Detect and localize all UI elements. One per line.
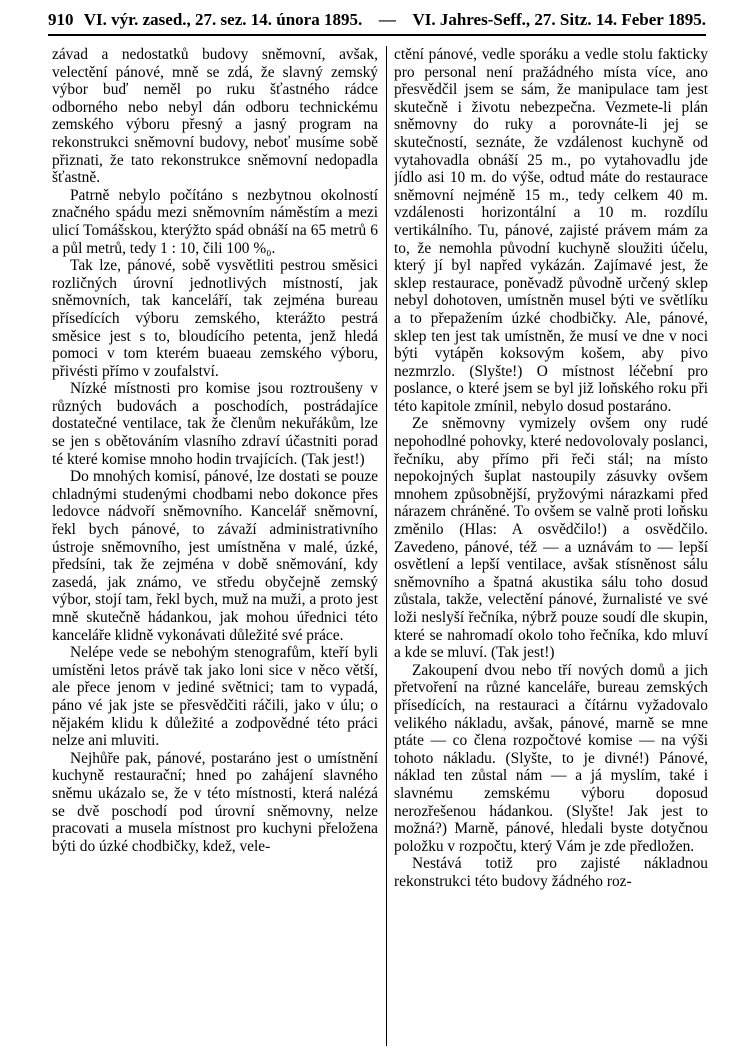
paragraph: Ze sněmovny vymizely ovšem ony rudé nepohodlné pohovky, které nedovolovaly poslanci, řečníku, aby přímo při řeči stál; na místo nepokojných šuplat nastoupily zásuvky ovšem mnohem způsobnější, pryžovými nárazkami před nárazem chráněné. To ovšem se valně proti loňsku změnilo (Hlas: A osvědčilo!) a osvědčilo. Zavedeno, pánové, též — a uznávám to — lepší osvětlení a lepší ventilace, avšak stísněnost sálu sněmovního a špatná akustika sálu toho dosud zůstala, takže, velectění pánové, žurnalisté ve své loži neslyší řečníka, nýbrž pouze soudí dle skupin, které se nahromadí okolo toho řečníka, kdo mluví a kde se mluví. (Tak jest!) <box>394 415 708 662</box>
paragraph: Nelépe vede se nebohým stenografům, kteří byli umístěni letos právě tak jako loni sice v něco větší, ale přece jenom v jediné světnici; tam to vypadá, páno vé jak jste se přesvědčiti ráčili, jako v úlu; o nějakém klidu k důležité a zodpovědné této práci nelze ani mluviti. <box>52 644 378 750</box>
right-column <box>394 46 708 1051</box>
paragraph: Do mnohých komisí, pánové, lze dostati se pouze chladnými studenými chodbami nebo dokonce přes ledovce nádvoří sněmovního. Kancelář sněmovní, řekl bych pánové, to závaží administrativního ústroje sněmovního, jest umístněna v malé, úzké, předsíni, tak že zejména v době sněmování, kdy zasedá, jak známo, ve středu obyčejně zemský výbor, stojí tam, řekl bych, muž na muži, a proto jest mně skutečně hádankou, jak mohou úřednici této kanceláře klidně vykonávati důležité své práce. <box>52 468 378 644</box>
left-column <box>52 46 378 1051</box>
running-header <box>48 10 706 32</box>
paragraph: Nestává totiž pro zajisté nákladnou rekonstrukci této budovy žádného roz- <box>394 855 708 890</box>
header-session-czech: VI. výr. zased., 27. sez. 14. února 1895. <box>83 10 363 29</box>
paragraph: Nejhůře pak, pánové, postaráno jest o umístnění kuchyně restaurační; hned po zahájení slavného sněmu ukázalo se, že v této místnosti, která nalézá se dvě poschodí pod úrovní sněmovny, nelze pracovati a musela místnost pro kuchyni přeložena býti do úzké chodbičky, kdež, vele- <box>52 749 378 855</box>
paragraph: Zakoupení dvou nebo tří nových domů a jich přetvoření na různé kanceláře, bureau zemských přísedících, na restauraci a čítárnu vyžadovalo velikého nákladu, avšak, pánové, marně se mne ptáte — co člena rozpočtové komise — na výši tohoto nákladu. (Slyšte, to je divné!) Pánové, náklad ten zůstal nám — a já myslím, také i slavnému zemskému výboru doposud nerozřešenou hádankou. (Slyšte! Jak jest to možná?) Marně, pánové, hledali byste dotyčnou položku v rozpočtu, který Vám je zde předložen. <box>394 661 708 855</box>
paragraph: Patrně nebylo počítáno s nezbytnou okolností značného spádu mezi sněmovním náměstím a mezi ulicí Tomášskou, kterýžto spád obnáší na 65 metrů 6 a půl metrů, tedy 1 : 10, čili 100 %₀. <box>52 186 378 257</box>
page-number: 910 <box>48 10 74 29</box>
paragraph: Tak lze, pánové, sobě vysvětliti pestrou směsici rozličných úrovní jednotlivých místností, jak sněmovních, tak kanceláří, tak zejména bureau přísedících výboru zemského, kterážto pestrá směsice jest s to, bloudícího petenta, jenž hledá pomoci v tom kterém buaeau zemského výboru, přivésti přímo v zoufalství. <box>52 257 378 380</box>
header-separator: — <box>378 10 396 29</box>
paragraph: Nízké místnosti pro komise jsou roztroušeny v různých budovách a poschodích, postrádajíce dostatečné ventilace, tak že členům nekuřákům, lze se jen s obětováním vlasního zdraví účastniti porad té které komise mnoho hodin trvajících. (Tak jest!) <box>52 380 378 468</box>
header-rule <box>48 34 706 36</box>
paragraph: ctění pánové, vedle sporáku a vedle stolu fakticky pro personal není pražádného místa více, ano přesvědčil jsem se sám, že manipulace tam jest skutečně i životu nebezpečna. Vezmete-li plán sněmovny do ruky a porovnáte-li jej se skutečností, seznáte, že vzdálenost kuchyně od vytahovadla obnáší 25 m., po vytahovadlu jde jídlo asi 10 m. do výše, odtud máte do restaurace sněmovní nejméně 15 m., tedy celkem 40 m. vzdálenosti horizontální a 10 m. rozdílu vertikálního. Tu, pánové, zajisté právem mám za to, že nemohla původní kuchyně sloužiti účelu, který jí byl napřed vykázán. Zajímavé jest, že sklep restaurace, poněvadž původně určený sklep nebyl dohotoven, umístněn musel býti ve světlíku a to přepažením úzké chodbičky. Ale, pánové, sklep ten jest tak umístněn, že musí ve dne v noci býti vytápěn koksovým košem, aby pivo nezmrzlo. (Slyšte!) O místnost léčební pro poslance, o které jsem se byl již loňského roku při této kapitole zmínil, nebylo dosud postaráno. <box>394 46 708 415</box>
paragraph: závad a nedostatků budovy sněmovní, avšak, velectění pánové, mně se zdá, že slavný zemský výbor buď neměl po ruku šťastného rádce odborného nebo nebyl dán odboru technickému zemského výboru přesný a jasný program na rekonstrukci sněmovní budovy, neboť musíme sobě přiznati, že tato rekonstrukce sněmovní nedopadla šťastně. <box>52 46 378 187</box>
header-session-german: VI. Jahres-Seff., 27. Sitz. 14. Feber 1895. <box>412 10 706 29</box>
column-divider <box>386 46 387 1046</box>
